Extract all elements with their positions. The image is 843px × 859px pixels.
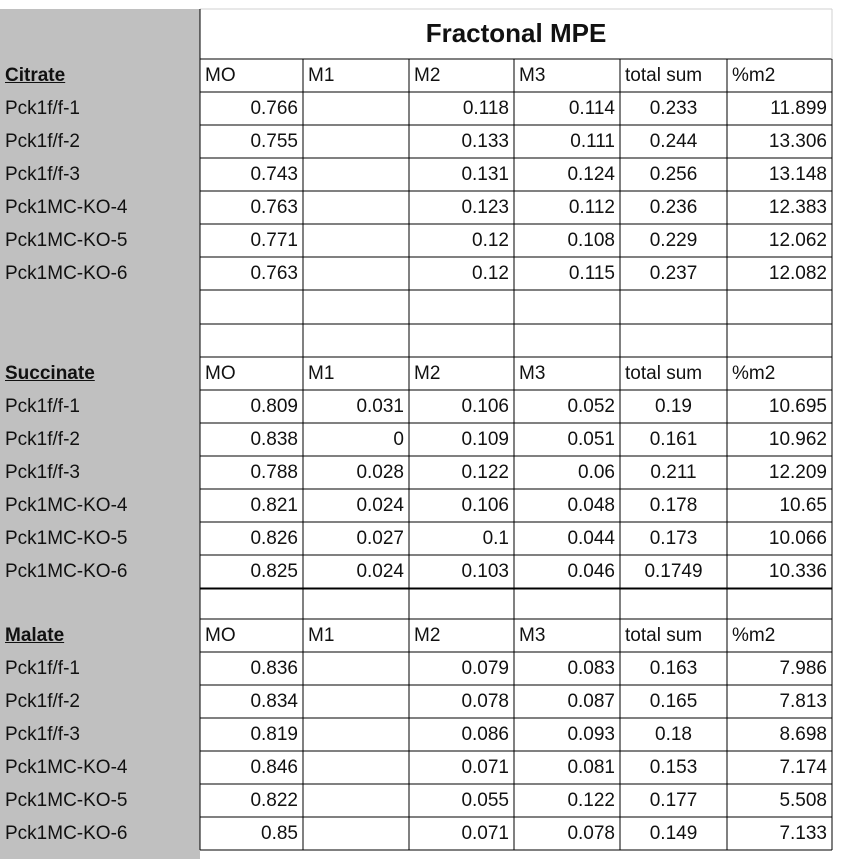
column-header-1[interactable]: M1 — [308, 625, 335, 646]
cell-m3[interactable]: 0.06 — [578, 462, 615, 483]
cell-m2[interactable]: 0.071 — [461, 757, 509, 778]
column-header-4[interactable]: total sum — [625, 625, 703, 646]
cell-m1[interactable] — [303, 652, 409, 685]
cell-pct[interactable]: 13.306 — [768, 131, 827, 152]
cell-m2[interactable]: 0.079 — [461, 658, 509, 679]
column-header-2[interactable]: M2 — [414, 65, 441, 86]
cell-m3[interactable]: 0.114 — [568, 98, 615, 119]
column-header-0[interactable]: MO — [205, 625, 236, 646]
cell-m2[interactable]: 0.055 — [461, 790, 509, 811]
row-label[interactable]: Pck1MC-KO-4 — [5, 197, 128, 218]
cell-total[interactable]: 0.161 — [649, 429, 698, 450]
cell-m3[interactable]: 0.124 — [567, 164, 615, 185]
cell-m3[interactable]: 0.115 — [568, 263, 615, 284]
cell-m2[interactable]: 0.12 — [472, 230, 509, 251]
cell-pct[interactable]: 7.986 — [779, 658, 827, 679]
cell-total[interactable]: 0.178 — [649, 495, 698, 516]
cell-total[interactable]: 0.177 — [649, 790, 698, 811]
cell-m3[interactable]: 0.051 — [567, 429, 615, 450]
row-label[interactable]: Pck1f/f-3 — [5, 462, 80, 483]
cell-mo[interactable]: 0.838 — [250, 429, 298, 450]
table-title: Fractonal MPE — [425, 18, 607, 48]
cell-m1[interactable] — [303, 685, 409, 718]
cell-m2[interactable]: 0.131 — [461, 164, 509, 185]
cell-pct[interactable]: 10.336 — [768, 561, 827, 582]
cell-total[interactable]: 0.237 — [649, 263, 698, 284]
cell-total[interactable]: 0.173 — [649, 528, 698, 549]
row-label[interactable]: Pck1f/f-2 — [5, 691, 80, 712]
cell-total[interactable]: 0.165 — [649, 691, 698, 712]
cell-mo[interactable]: 0.821 — [250, 495, 298, 516]
cell-m2[interactable]: 0.106 — [461, 396, 509, 417]
group-label-malate[interactable]: Malate — [5, 625, 65, 646]
cell-total[interactable]: 0.244 — [649, 131, 698, 152]
column-header-5[interactable]: %m2 — [732, 363, 776, 384]
cell-m1[interactable]: 0.027 — [356, 528, 404, 549]
column-header-3[interactable]: M3 — [519, 363, 546, 384]
cell-m1[interactable]: 0.024 — [356, 495, 404, 516]
cell-mo[interactable]: 0.755 — [250, 131, 298, 152]
cell-mo[interactable]: 0.836 — [250, 658, 298, 679]
cell-mo[interactable]: 0.819 — [250, 724, 298, 745]
cell-total[interactable]: 0.153 — [649, 757, 698, 778]
cell-total[interactable]: 0.19 — [655, 396, 692, 417]
cell-pct[interactable]: 11.899 — [770, 98, 827, 119]
cell-m3[interactable]: 0.122 — [567, 790, 615, 811]
cell-mo[interactable]: 0.809 — [250, 396, 298, 417]
group-label-succinate[interactable]: Succinate — [5, 363, 95, 384]
cell-mo[interactable]: 0.763 — [250, 197, 298, 218]
cell-pct[interactable]: 10.65 — [779, 495, 827, 516]
column-header-0[interactable]: MO — [205, 65, 236, 86]
cell-m3[interactable]: 0.112 — [568, 197, 615, 218]
cell-m3[interactable]: 0.108 — [567, 230, 615, 251]
cell-m3[interactable]: 0.052 — [567, 396, 615, 417]
column-header-5[interactable]: %m2 — [732, 625, 776, 646]
cell-m1[interactable] — [303, 784, 409, 817]
cell-pct[interactable]: 7.133 — [779, 823, 827, 844]
cell-mo[interactable]: 0.85 — [261, 823, 298, 844]
cell-m1[interactable] — [303, 125, 409, 158]
row-label[interactable]: Pck1MC-KO-6 — [5, 561, 128, 582]
column-header-2[interactable]: M2 — [414, 363, 441, 384]
cell-mo[interactable]: 0.846 — [250, 757, 298, 778]
cell-m1[interactable] — [303, 817, 409, 850]
row-label[interactable]: Pck1f/f-2 — [5, 429, 80, 450]
cell-m2[interactable]: 0.122 — [461, 462, 509, 483]
cell-m3[interactable]: 0.111 — [570, 131, 615, 152]
cell-total[interactable]: 0.233 — [649, 98, 698, 119]
cell-pct[interactable]: 12.383 — [768, 197, 827, 218]
column-header-0[interactable]: MO — [205, 363, 236, 384]
cell-total[interactable]: 0.256 — [649, 164, 698, 185]
cell-m1[interactable] — [303, 158, 409, 191]
cell-m3[interactable]: 0.093 — [567, 724, 615, 745]
cell-pct[interactable]: 10.962 — [768, 429, 827, 450]
cell-m1[interactable] — [303, 224, 409, 257]
column-header-5[interactable]: %m2 — [732, 65, 776, 86]
row-label[interactable]: Pck1MC-KO-5 — [5, 790, 128, 811]
cell-m1[interactable]: 0 — [393, 429, 404, 450]
cell-pct[interactable]: 13.148 — [768, 164, 827, 185]
cell-m1[interactable] — [303, 257, 409, 290]
cell-mo[interactable]: 0.766 — [250, 98, 298, 119]
column-header-4[interactable]: total sum — [625, 363, 703, 384]
cell-mo[interactable]: 0.822 — [250, 790, 298, 811]
cell-mo[interactable]: 0.771 — [250, 230, 298, 251]
cell-total[interactable]: 0.149 — [649, 823, 698, 844]
cell-total[interactable]: 0.236 — [649, 197, 698, 218]
cell-m2[interactable]: 0.123 — [461, 197, 509, 218]
cell-mo[interactable]: 0.826 — [250, 528, 298, 549]
cell-total[interactable]: 0.211 — [650, 462, 697, 483]
cell-m2[interactable]: 0.103 — [461, 561, 509, 582]
cell-pct[interactable]: 7.174 — [779, 757, 827, 778]
cell-m1[interactable] — [303, 718, 409, 751]
cell-m2[interactable]: 0.106 — [461, 495, 509, 516]
cell-m2[interactable]: 0.071 — [461, 823, 509, 844]
cell-m2[interactable]: 0.133 — [461, 131, 509, 152]
row-label[interactable]: Pck1MC-KO-5 — [5, 230, 128, 251]
cell-m1[interactable]: 0.028 — [356, 462, 404, 483]
cell-total[interactable]: 0.229 — [649, 230, 698, 251]
cell-m3[interactable]: 0.078 — [567, 823, 615, 844]
cell-m3[interactable]: 0.048 — [567, 495, 615, 516]
cell-m1[interactable] — [303, 751, 409, 784]
cell-pct[interactable]: 12.209 — [768, 462, 827, 483]
cell-total[interactable]: 0.1749 — [644, 561, 703, 582]
row-label[interactable]: Pck1f/f-2 — [5, 131, 80, 152]
cell-pct[interactable]: 10.695 — [768, 396, 827, 417]
group-label-citrate[interactable]: Citrate — [5, 65, 66, 86]
cell-m2[interactable]: 0.109 — [461, 429, 509, 450]
row-label[interactable]: Pck1f/f-3 — [5, 164, 80, 185]
cell-m2[interactable]: 0.118 — [462, 98, 509, 119]
cell-m1[interactable] — [303, 191, 409, 224]
column-header-4[interactable]: total sum — [625, 65, 703, 86]
cell-m3[interactable]: 0.087 — [567, 691, 615, 712]
column-header-1[interactable]: M1 — [308, 363, 335, 384]
cell-m1[interactable]: 0.024 — [356, 561, 404, 582]
column-header-2[interactable]: M2 — [414, 625, 441, 646]
row-label[interactable]: Pck1MC-KO-6 — [5, 823, 128, 844]
row-label[interactable]: Pck1MC-KO-4 — [5, 757, 128, 778]
row-label[interactable]: Pck1f/f-3 — [5, 724, 80, 745]
cell-m3[interactable]: 0.083 — [567, 658, 615, 679]
cell-total[interactable]: 0.18 — [655, 724, 692, 745]
cell-mo[interactable]: 0.788 — [250, 462, 298, 483]
cell-m3[interactable]: 0.044 — [567, 528, 615, 549]
cell-m3[interactable]: 0.046 — [567, 561, 615, 582]
column-header-3[interactable]: M3 — [519, 625, 546, 646]
cell-pct[interactable]: 7.813 — [779, 691, 827, 712]
column-header-3[interactable]: M3 — [519, 65, 546, 86]
row-label[interactable]: Pck1f/f-1 — [5, 396, 80, 417]
cell-m2[interactable]: 0.078 — [461, 691, 509, 712]
row-label[interactable]: Pck1MC-KO-5 — [5, 528, 128, 549]
row-label[interactable]: Pck1f/f-1 — [5, 658, 80, 679]
cell-pct[interactable]: 5.508 — [779, 790, 827, 811]
column-header-1[interactable]: M1 — [308, 65, 335, 86]
cell-m1[interactable] — [303, 92, 409, 125]
cell-total[interactable]: 0.163 — [649, 658, 698, 679]
cell-m1[interactable]: 0.031 — [356, 396, 404, 417]
cell-mo[interactable]: 0.763 — [250, 263, 298, 284]
cell-m2[interactable]: 0.12 — [472, 263, 509, 284]
cell-pct[interactable]: 12.082 — [768, 263, 827, 284]
cell-m3[interactable]: 0.081 — [567, 757, 615, 778]
cell-pct[interactable]: 12.062 — [768, 230, 827, 251]
cell-mo[interactable]: 0.743 — [250, 164, 298, 185]
row-label[interactable]: Pck1MC-KO-6 — [5, 263, 128, 284]
cell-m2[interactable]: 0.1 — [482, 528, 509, 549]
cell-mo[interactable]: 0.825 — [250, 561, 298, 582]
row-label[interactable]: Pck1MC-KO-4 — [5, 495, 128, 516]
cell-mo[interactable]: 0.834 — [250, 691, 298, 712]
cell-pct[interactable]: 10.066 — [768, 528, 827, 549]
cell-pct[interactable]: 8.698 — [779, 724, 827, 745]
row-label[interactable]: Pck1f/f-1 — [5, 98, 80, 119]
cell-m2[interactable]: 0.086 — [461, 724, 509, 745]
